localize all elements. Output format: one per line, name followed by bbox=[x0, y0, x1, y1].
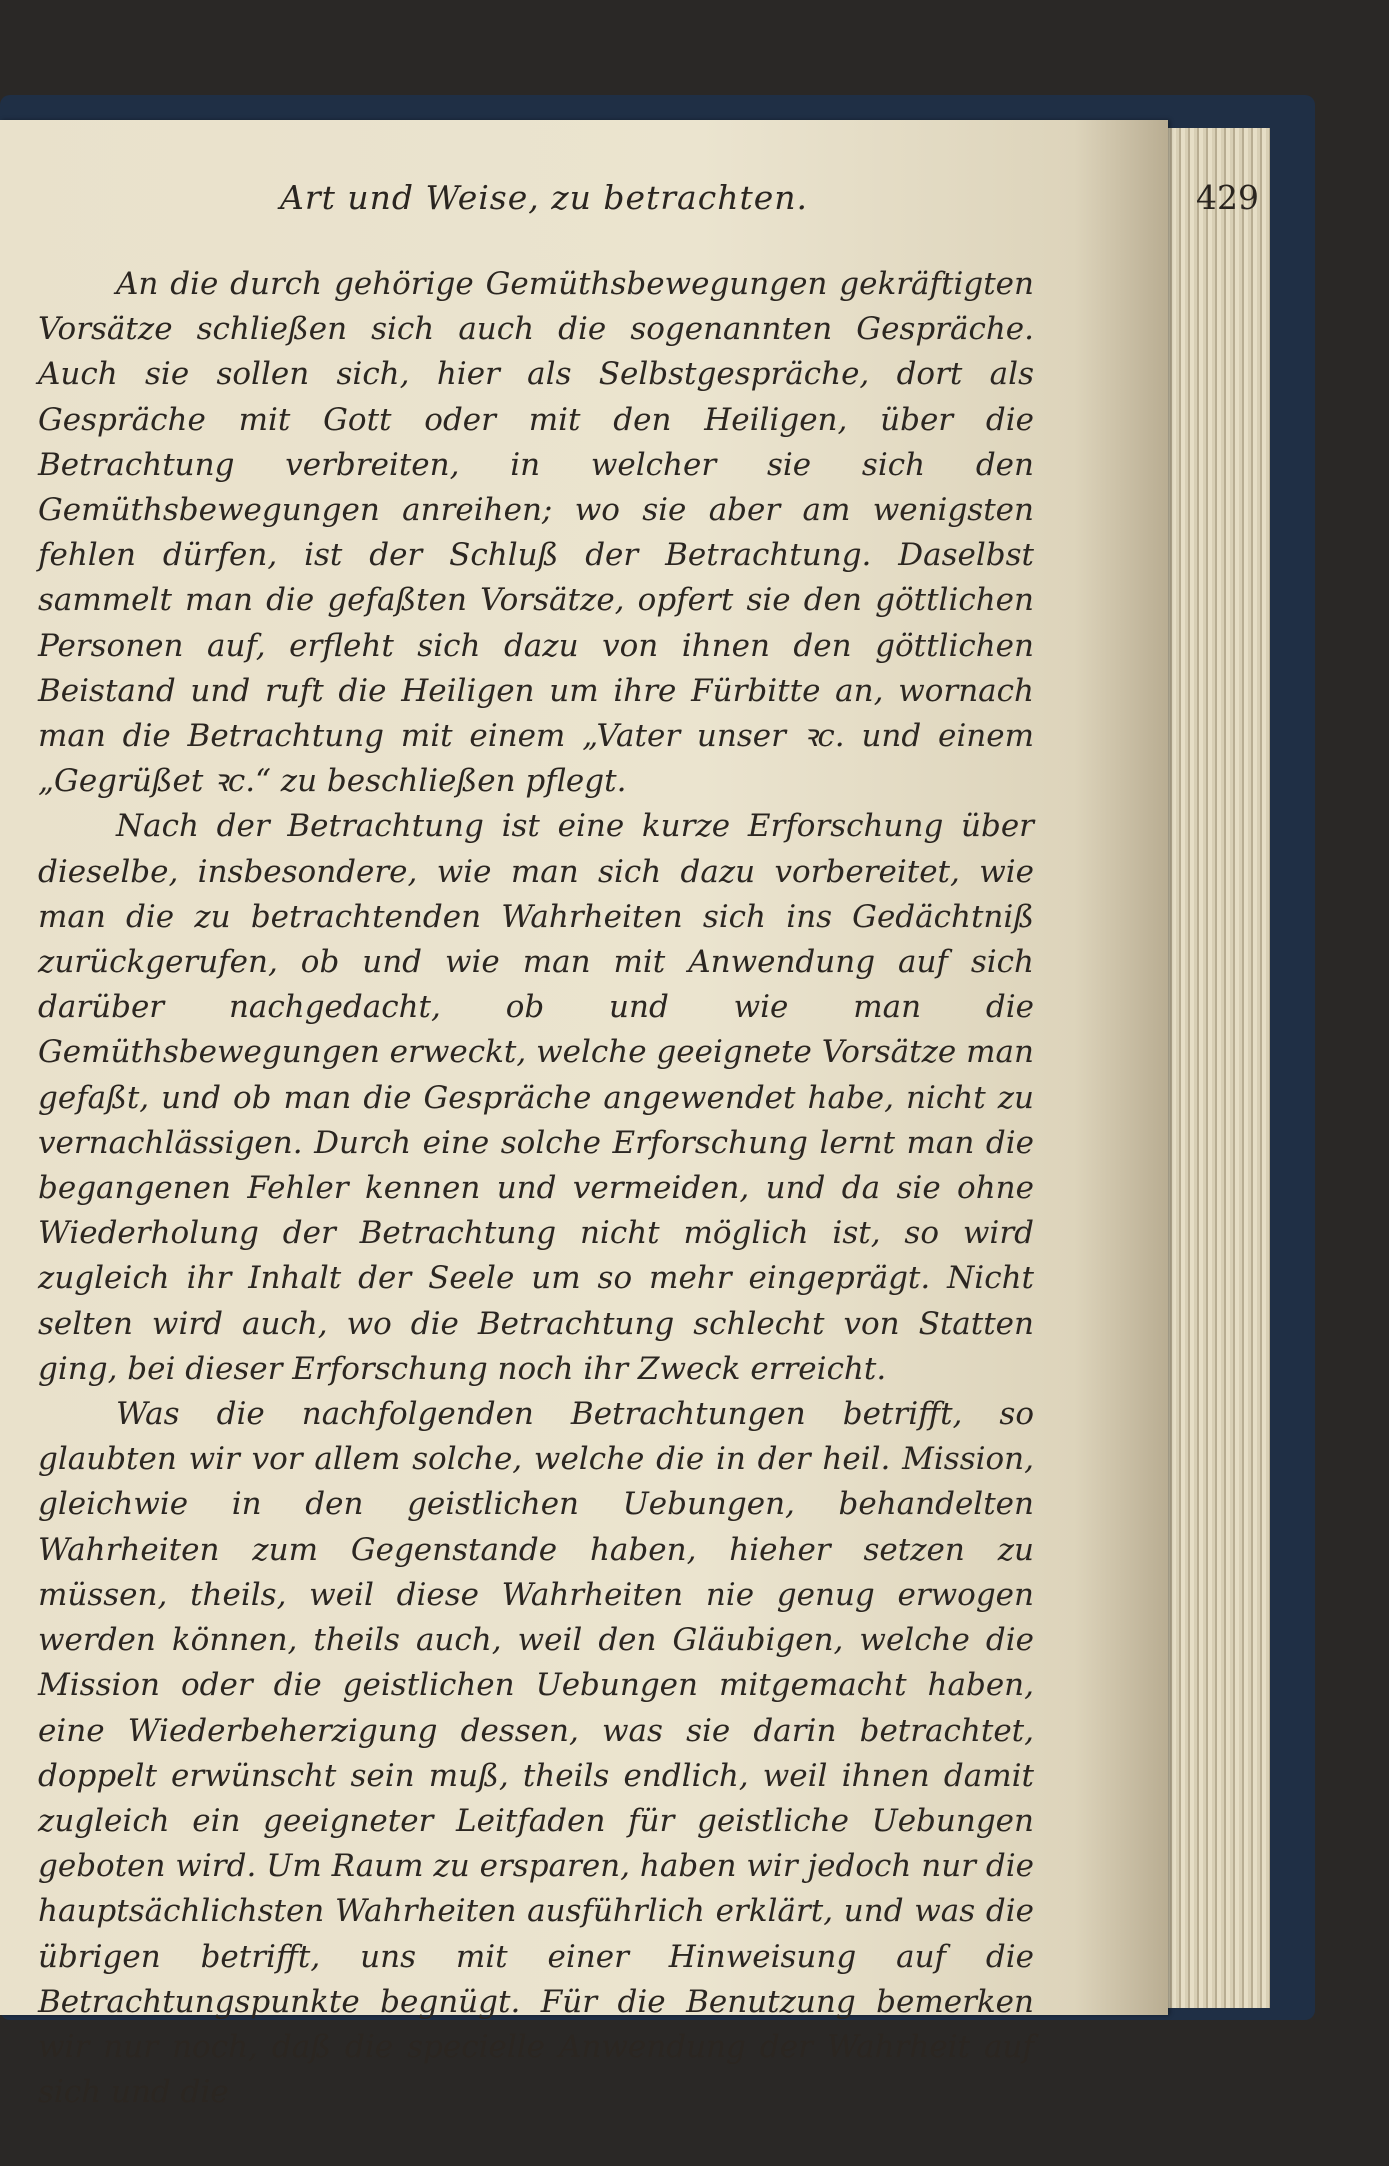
paragraph: Nach der Betrachtung ist eine kurze Erforschung über dieselbe, insbesondere, wie man sich dazu vorbereitet, wie man die zu betrachtenden Wahrheiten sich ins Gedächtniß zurückgerufen, ob und wie man mit Anwendung auf sich darüber nachgedacht, ob und wie man die Gemüthsbewegungen erweckt, welche geeignete Vorsätze man gefaßt, und ob man die Gespräche angewendet habe, nicht zu vernachlässigen. Durch eine solche Erforschung lernt man die begangenen Fehler kennen und vermeiden, und da sie ohne Wiederholung der Betrachtung nicht möglich ist, so wird zugleich ihr Inhalt der Seele um so mehr eingeprägt. Nicht selten wird auch, wo die Betrachtung schlecht von Statten ging, bei dieser Erforschung noch ihr Zweck erreicht. bbox=[38, 808, 1034, 1387]
page-header bbox=[40, 178, 1259, 228]
running-head: Art und Weise, zu betrachten. bbox=[280, 178, 808, 217]
page-number: 429 bbox=[1196, 178, 1259, 217]
paragraph: Was die nachfolgenden Betrachtungen betrifft, so glaubten wir vor allem solche, welche die in der heil. Mission, gleichwie in den geistlichen Uebungen, behandelten Wahrheiten zum Gegenstande haben, hieher setzen zu müssen, theils, weil diese Wahrheiten nie genug erwogen werden können, theils auch, weil den Gläubigen, welche die Mission oder die geistlichen Uebungen mitgemacht haben, eine Wiederbeherzigung dessen, was sie darin betrachtet, doppelt erwünscht sein muß, theils endlich, weil ihnen damit zugleich ein geeigneter Leitfaden für geistliche Uebungen geboten wird. Um Raum zu ersparen, haben wir jedoch nur die hauptsächlichsten Wahrheiten ausführlich erklärt, und was die übrigen betrifft, uns mit einer Hinweisung auf die Betrachtungspunkte begnügt. Für die Benutzung bemerken wir nur noch, daß die specielle Anwendung der Wahrheit auf sich und die bbox=[38, 1396, 1034, 2111]
body-text bbox=[38, 262, 1034, 2115]
paragraph: An die durch gehörige Gemüthsbewegungen gekräftigten Vorsätze schließen sich auch die sogenannten Gespräche. Auch sie sollen sich, hier als Selbstgespräche, dort als Gespräche mit Gott oder mit den Heiligen, über die Betrachtung verbreiten, in welcher sie sich den Gemüthsbewegungen anreihen; wo sie aber am wenigsten fehlen dürfen, ist der Schluß der Betrachtung. Daselbst sammelt man die gefaßten Vorsätze, opfert sie den göttlichen Personen auf, erfleht sich dazu von ihnen den göttlichen Beistand und ruft die Heiligen um ihre Fürbitte an, wornach man die Betrachtung mit einem „Vater unser ꝛc. und einem „Gegrüßet ꝛc.“ zu beschließen pflegt. bbox=[38, 266, 1034, 800]
